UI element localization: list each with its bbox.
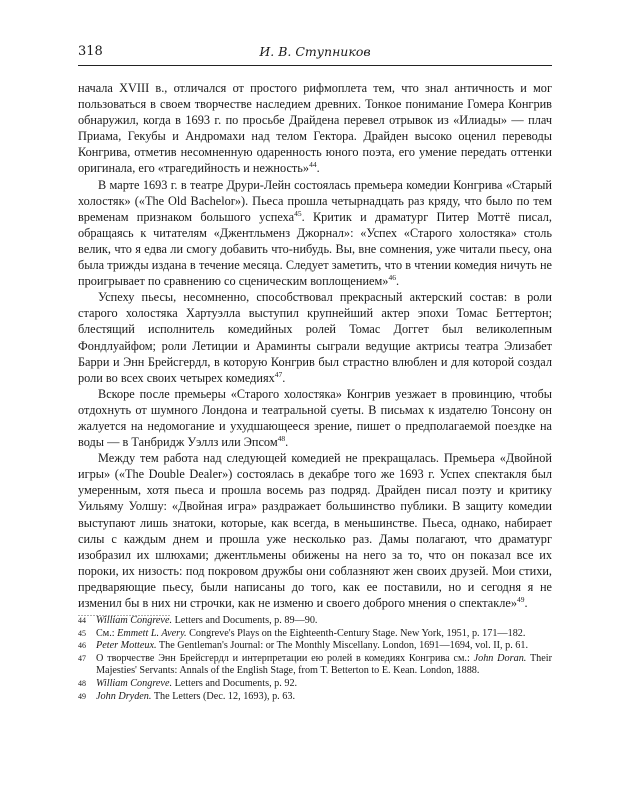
footnote-author: William Congreve. [96,615,173,626]
footnote-text: Their Majesties' Servants: Annals of the English Stage, from T. Betterton to E. Kean. London, 1888. [96,652,553,677]
footnote [78,678,552,691]
footnote-number: 46 [78,641,86,651]
footnote-ref[interactable]: 45 [294,208,302,218]
footnote [78,615,552,628]
footnote-text: Congreve's Plays on the Eighteenth-Century Stage. New York, 1951, p. 171—182. [189,627,526,639]
footnotes [78,615,552,703]
footnote-author: John Doran. [473,652,527,664]
footnote-text: The Gentleman's Journal: or The Monthly Miscellany. London, 1691—1694, vol. II, p. 61. [158,640,529,652]
footnote-number: 49 [78,691,86,701]
main-text [78,80,552,611]
footnote [78,653,552,678]
footnote-text: Letters and Documents, p. 92. [174,677,298,689]
footnote-number: 47 [78,653,86,663]
page-number: 318 [78,44,103,59]
footnote-author: Peter Motteux. [96,640,157,652]
footnote-ref[interactable]: 47 [274,369,283,379]
paragraph: начала XVIII в., отличался от простого рифмоплета тем, что знал античность и мог пользоваться в своем творчестве наследием древних. Тонкое понимание Гомера Конгрив обнаружил, когда в 1693 г. по просьбе Драйдена перевел отрывок из «Илиады» — плач Приама, Гекубы и Андромахи над телом Гектора. Драйден высоко оценил переводы Конгрива, отметив несомненную одаренность юного поэта, его умение передать оттенки оригинала, его «трагедийность и нежность»$^{44}$. [78,81,552,176]
footnote-number: 44 [78,616,86,625]
footnote-text: Letters and Documents, p. 89—90. [174,615,318,626]
paragraph-text: . Критик и драматург Питер Моттё писал, обращаясь к читателям «Джентльменз Джорнал»: «Успех «Старого холостяка» столь велик, что я едва ли смогу добавить что-нибудь. Вы, вне сомнения, уже читали пьесу, она была трижды издана в течение месяца. Следует заметить, что в чтении комедия ничуть не проигрывает по сравнению со сценическим воплощением» [78,209,552,289]
footnote-author: John Dryden. [96,690,152,702]
running-title: И. В. Ступников [259,44,371,59]
footnote-number: 45 [78,628,86,638]
footnote [78,691,552,704]
footnote-ref[interactable]: 49 [516,595,525,604]
paragraph: Между тем работа над следующей комедией не прекращалась. Премьера «Двойной игры» («The Double Dealer») состоялась в декабре того же 1693 г. Успех спектакля был умеренным, хотя пьеса и прошла восемь раз подряд. Драйден писал поэту и критику Уильяму Уолшу: «Двойная игра» раздражает большинство публики. В защиту комедии выступают лишь знатоки, которые, как всегда, в меньшинстве. Пьеса, однако, набирает силы с каждым днем и прошла уже несколько раз. Дамы полагают, что драматург изобразил их шлюхами; джентльмены обижены на него за то, что он показал все их пороки, их низость: под покровом дружбы они соблазняют жен своих друзей. Мои стихи, предваряющие пьесу, были написаны до того, как ее поставили, но и сегодня я не изменил бы в них ни строчки, как не изменю и своего доброго мнения о спектакле»$^{49}$. [78,451,552,610]
footnote-ref[interactable]: 44 [309,160,317,170]
paragraph-text: Между тем работа над следующей комедией не прекращалась. Премьера «Двойной игры» («The Double Dealer») состоялась в декабре того же 1693 г. Успех спектакля был умеренным, хотя пьеса и прошла восемь раз подряд. Драйден писал поэту и критику Уильяму Уолшу: «Двойная игра» раздражает большинство публики. В защиту комедии выступают лишь знатоки, которые, как всегда, в меньшинстве. Пьеса, однако, набирает силы с каждым днем и прошла уже несколько раз. Дамы полагают, что драматург изобразил их шлюхами; джентльмены обижены на него за то, что он показал все их пороки, их низость: под покровом дружбы они соблазняют жен своих друзей. Мои стихи, предваряющие пьесу, были написаны до того, как ее поставили, но и сегодня я не изменил бы в них ни строчки, как не изменю и своего доброго мнения о спектакле» [78,451,552,610]
footnote-prefix: См.: [96,627,115,639]
footnote-ref[interactable]: 48 [277,434,286,444]
paragraph-text: Вскоре после премьеры «Старого холостяка» Конгрив уезжает в провинцию, чтобы отдохнуть от шумного Лондона и театральной суеты. В письмах к издателю Тонсону он жалуется на недомогание и ухудшающееся зрение, пишет о предполагаемой поездке на воды — в Танбридж Уэллз или Эпсом [78,386,552,450]
footnote [78,628,552,641]
footnote [78,640,552,653]
paragraph-text: начала XVIII в., отличался от простого рифмоплета тем, что знал античность и мог пользоваться в своем творчестве наследием древних. Тонкое понимание Гомера Конгрив обнаружил, когда в 1693 г. по просьбе Драйдена перевел отрывок из «Илиады» — плач Приама, Гекубы и Андромахи над телом Гектора. Драйден высоко оценил переводы Конгрива, отметив несомненную одаренность юного поэта, его умение передать оттенки оригинала, его «трагедийность и нежность» [78,81,552,176]
footnote-separator: ............................... [78,609,171,618]
footnote-prefix: О творчестве Энн Брейсгердл и интерпретации ею ролей в комедиях Конгрива см.: [96,652,470,664]
paragraph: Успеху пьесы, несомненно, способствовал прекрасный актерский состав: в роли старого холостяка Хартуэлла выступил крупнейший актер эпохи Томас Беттертон; блестящий исполнитель комедийных ролей Томас Доггет был великолепным Фондлуайфом; роли Летиции и Араминты сыграли ведущие актрисы театра Элизабет Барри и Энн Брейсгердл, в которую Конгрив был страстно влюблен и для которой создал роли во всех своих четырех комедиях$^{47}$. [78,290,552,385]
footnote-number: 48 [78,678,86,688]
footnote-ref[interactable]: 46 [388,273,396,283]
footnote-author: William Congreve. [96,677,173,689]
footnote-author: Emmett L. Avery. [117,627,187,639]
paragraph-text: В марте 1693 г. в театре Друри-Лейн состоялась премьера комедии Конгрива «Старый холостяк» («The Old Bachelor»). Пьеса прошла четырнадцать раз кряду, что было по тем временам признаком большого успеха [78,177,552,224]
header-rule [78,65,552,66]
paragraph: В марте 1693 г. в театре Друри-Лейн состоялась премьера комедии Конгрива «Старый холостяк» («The Old Bachelor»). Пьеса прошла четырнадцать раз кряду, что было по тем временам признаком большого успеха$^{45}$. Критик и драматург Питер Моттё писал, обращаясь к читателям «Джентльменз Джорнал»: «Успех «Старого холостяка» столь велик, что я едва ли смогу добавить что-нибудь. Вы, вне сомнения, уже читали пьесу, она была трижды издана в течение месяца. Следует заметить, что в чтении комедия ничуть не проигрывает по сравнению со сценическим воплощением»$^{46}$. [78,177,552,289]
paragraph: Вскоре после премьеры «Старого холостяка» Конгрив уезжает в провинцию, чтобы отдохнуть от шумного Лондона и театральной суеты. В письмах к издателю Тонсону он жалуется на недомогание и ухудшающееся зрение, пишет о предполагаемой поездке на воды — в Танбридж Уэллз или Эпсом$^{48}$. [78,386,552,450]
paragraph-text: Успеху пьесы, несомненно, способствовал прекрасный актерский состав: в роли старого холостяка Хартуэлла выступил крупнейший актер эпохи Томас Беттертон; блестящий исполнитель комедийных ролей Томас Доггет был великолепным Фондлуайфом; роли Летиции и Араминты сыграли ведущие актрисы театра Элизабет Барри и Энн Брейсгердл, в которую Конгрив был страстно влюблен и для которой создал роли во всех своих четырех комедиях [78,290,552,385]
footnote-text: The Letters (Dec. 12, 1693), p. 63. [153,690,295,702]
page-header [78,44,552,62]
